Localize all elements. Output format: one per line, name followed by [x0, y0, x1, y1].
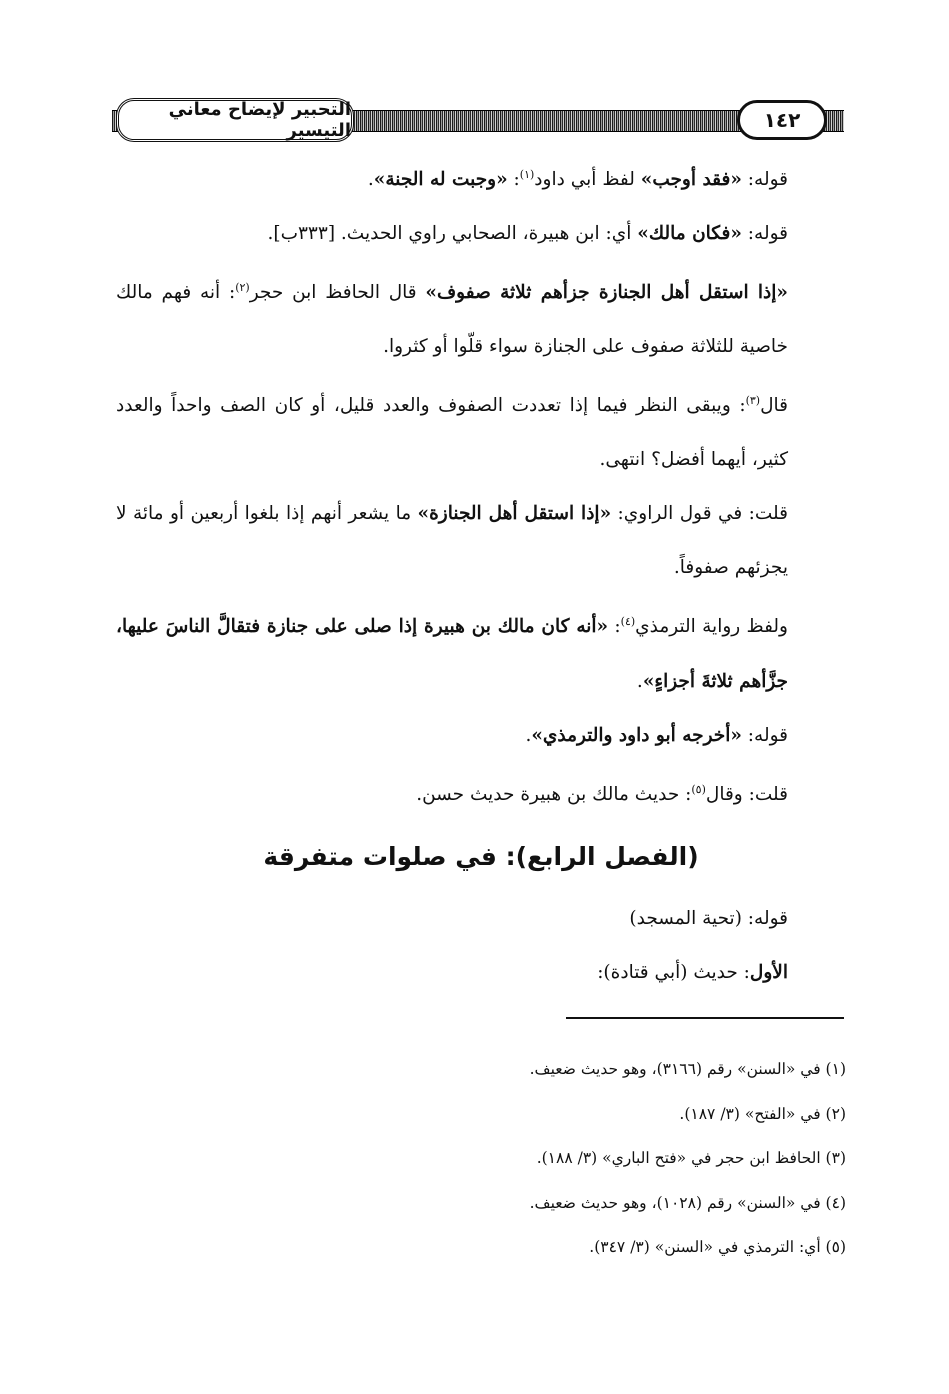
paragraph-10: الأول: حديث (أبي قتادة): — [597, 961, 788, 983]
paragraph-2: قوله: «فكان مالك» أي: ابن هبيرة، الصحابي راوي الحديث. [٣٣٣ب]. — [267, 223, 788, 245]
paragraph-5: قلت: في قول الراوي: «إذا استقل أهل الجنازة» ما يشعر أنهم إذا بلغوا أربعين أو مائة لا يجزئهم صفوفاً. — [116, 503, 788, 579]
footnote-3: (٣) الحافظ ابن حجر في «فتح الباري» (٣/ ١٨٨). — [536, 1149, 846, 1167]
paragraph-4: قال$^{(٣)}$: ويبقى النظر فيما إذا تعددت الصفوف والعدد قليل، أو كان الصف واحداً والعدد كثير، أيهما أفضل؟ انتهى. — [116, 394, 788, 471]
footnote-ref-2: (٢) — [235, 281, 250, 295]
footnote-ref-3: (٣) — [745, 394, 761, 408]
paragraph-8: قلت: وقال$^{(٥)}$: حديث مالك بن هبيرة حديث حسن. — [416, 782, 788, 805]
paragraph-6: ولفظ رواية الترمذي$^{(٤)}$: «أنه كان مالك بن هبيرة إذا صلى على جنازة فتقالَّ الناسَ عليها، جزَّأهم ثلاثةَ أجزاءٍ». — [116, 615, 788, 692]
paragraph-1: قوله: «فقد أوجب» لفظ أبي داود$^{(١)}$: «وجبت له الجنة». — [367, 168, 788, 191]
footnote-4: (٤) في «السنن» رقم (١٠٢٨)، وهو حديث ضعيف. — [529, 1193, 846, 1212]
footnote-ref-1: (١) — [519, 168, 535, 181]
page-number: ١٤٢ — [737, 100, 827, 140]
footnote-separator — [566, 1017, 844, 1019]
main-text — [116, 148, 846, 1000]
footnotes — [116, 1047, 846, 1270]
footnote-ref-4: (٤) — [620, 615, 636, 629]
footnote-ref-5: (٥) — [691, 782, 706, 796]
footnote-5: (٥) أي: الترمذي في «السنن» (٣/ ٣٤٧). — [589, 1238, 846, 1256]
book-title: التحبير لإيضاح معاني التيسير — [116, 98, 354, 142]
running-header — [112, 96, 844, 144]
section-heading: (الفصل الرابع): في صلوات متفرقة — [263, 841, 699, 871]
paragraph-7: قوله: «أخرجه أبو داود والترمذي». — [525, 724, 788, 746]
paragraph-3: «إذا استقل أهل الجنازة جزأهم ثلاثة صفوف» قال الحافظ ابن حجر$^{(٢)}$: أنه فهم مالك خاصية للثلاثة صفوف على الجنازة سواء قلّوا أو كثروا. — [116, 281, 788, 358]
footnote-2: (٢) في «الفتح» (٣/ ١٨٧). — [679, 1104, 846, 1123]
footnote-1: (١) في «السنن» رقم (٣١٦٦)، وهو حديث ضعيف. — [529, 1060, 846, 1078]
paragraph-9: قوله: (تحية المسجد) — [629, 907, 788, 929]
